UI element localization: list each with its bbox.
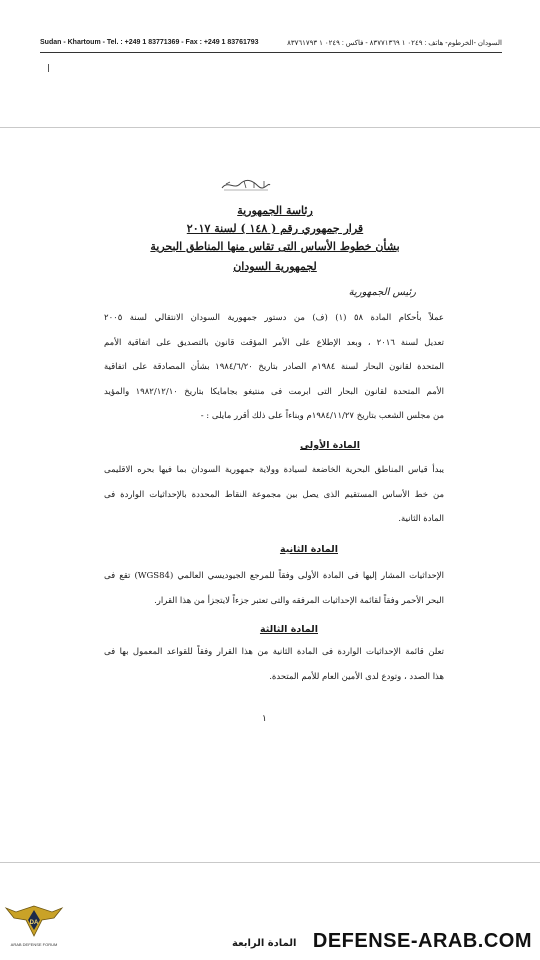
preamble-line: المتحدة لقانون البحار لسنة ١٩٨٤م الصادر بتاريخ ١٩٨٤/٦/٢٠ بشأن المصادقة على اتفاقية xyxy=(104,362,445,372)
letterhead-arabic: السودان -الخرطوم- هاتف : ٠٢٤٩ ١ ٨٣٧٧١٣٦٩ - فاكس : ٠٢٤٩ ١ ٨٣٧٦١٧٩٣ xyxy=(287,40,502,47)
arab-defense-forum-logo xyxy=(4,902,64,954)
site-watermark: DEFENSE-ARAB.COM xyxy=(312,930,532,952)
preamble-line: من مجلس الشعب بتاريخ ١٩٨٤/١١/٢٧م وبناءاً على ذلك أقرر مايلى : - xyxy=(200,411,444,421)
authority-title: رئاسة الجمهورية xyxy=(237,204,313,217)
decree-title: قرار جمهوري رقم ( ١٤٨ ) لسنة ٢٠١٧ xyxy=(186,222,364,235)
preamble-line: عملاً بأحكام المادة ٥٨ (١) (ف) من دستور جمهورية السودان الانتقالي لسنة ٢٠٠٥ xyxy=(104,313,445,323)
article-line: من خط الأساس المستقيم الذى يصل بين مجموعة النقاط المحددة بالإحداثيات الواردة فى xyxy=(104,489,444,500)
preamble-line: تعديل لسنة ٢٠١٦ ، وبعد الإطلاع على الأمر المؤقت قانون بالتصديق على اتفاقية الأمم xyxy=(104,337,444,348)
letterhead xyxy=(40,36,502,53)
president-label: رئيس الجمهورية xyxy=(348,287,416,298)
page-separator xyxy=(0,862,540,863)
article-1-title: المادة الأولى xyxy=(300,440,360,451)
article-1-body xyxy=(104,458,444,532)
article-2-title: المادة الثانية xyxy=(279,544,338,555)
preamble-line: الأمم المتحدة لقانون البحار التى ابرمت فى منتيغو بجامايكا بتاريخ ١٩٨٢/١٢/١٠ والمؤيد xyxy=(104,386,444,397)
article-3-body xyxy=(104,640,444,689)
article-line: المادة الثانية. xyxy=(398,514,444,524)
letterhead-english: Sudan - Khartoum - Tel. : +249 1 83771369 - Fax : +249 1 83761793 xyxy=(40,39,259,46)
article-line: البحر الأحمر وفقاً لقائمة الإحداثيات المرفقه والتى تعتبر جزءاً لايتجزأ من هذا القرار. xyxy=(154,595,444,606)
article-4-title: المادة الرابعة xyxy=(232,938,297,949)
article-line: يبدأ قياس المناطق البحرية الخاضعة لسيادة وولاية جمهورية السودان بما فيها بحره الاقليمى xyxy=(104,465,444,475)
article-line: الإحداثيات المشار إليها فى المادة الأولى وفقاً للمرجع الجيوديسي العالمي (WGS84) تقع فى xyxy=(104,571,444,581)
article-line: تعلن قائمة الإحداثيات الواردة فى المادة الثانية من هذا القرار وفقاً للقواعد المعمول بها فى xyxy=(104,647,444,657)
article-line: هذا الصدد ، وتودع لدى الأمين العام للأمم المتحدة. xyxy=(269,671,444,682)
article-2-body xyxy=(104,564,444,613)
page-separator xyxy=(0,127,540,128)
decree-subject: بشأن خطوط الأساس التى تقاس منها المناطق البحرية xyxy=(150,240,400,253)
decree-country: لجمهورية السودان xyxy=(233,260,317,273)
basmala-calligraphy xyxy=(220,176,272,192)
page-number: ١ xyxy=(262,714,267,724)
logo-initials: DA xyxy=(29,920,39,926)
article-3-title: المادة الثالثة xyxy=(259,624,318,635)
preamble xyxy=(104,306,444,429)
logo-caption: ARAB DEFENSE FORUM xyxy=(10,942,58,947)
eagle-emblem-icon xyxy=(4,902,64,942)
edge-mark xyxy=(48,64,49,72)
